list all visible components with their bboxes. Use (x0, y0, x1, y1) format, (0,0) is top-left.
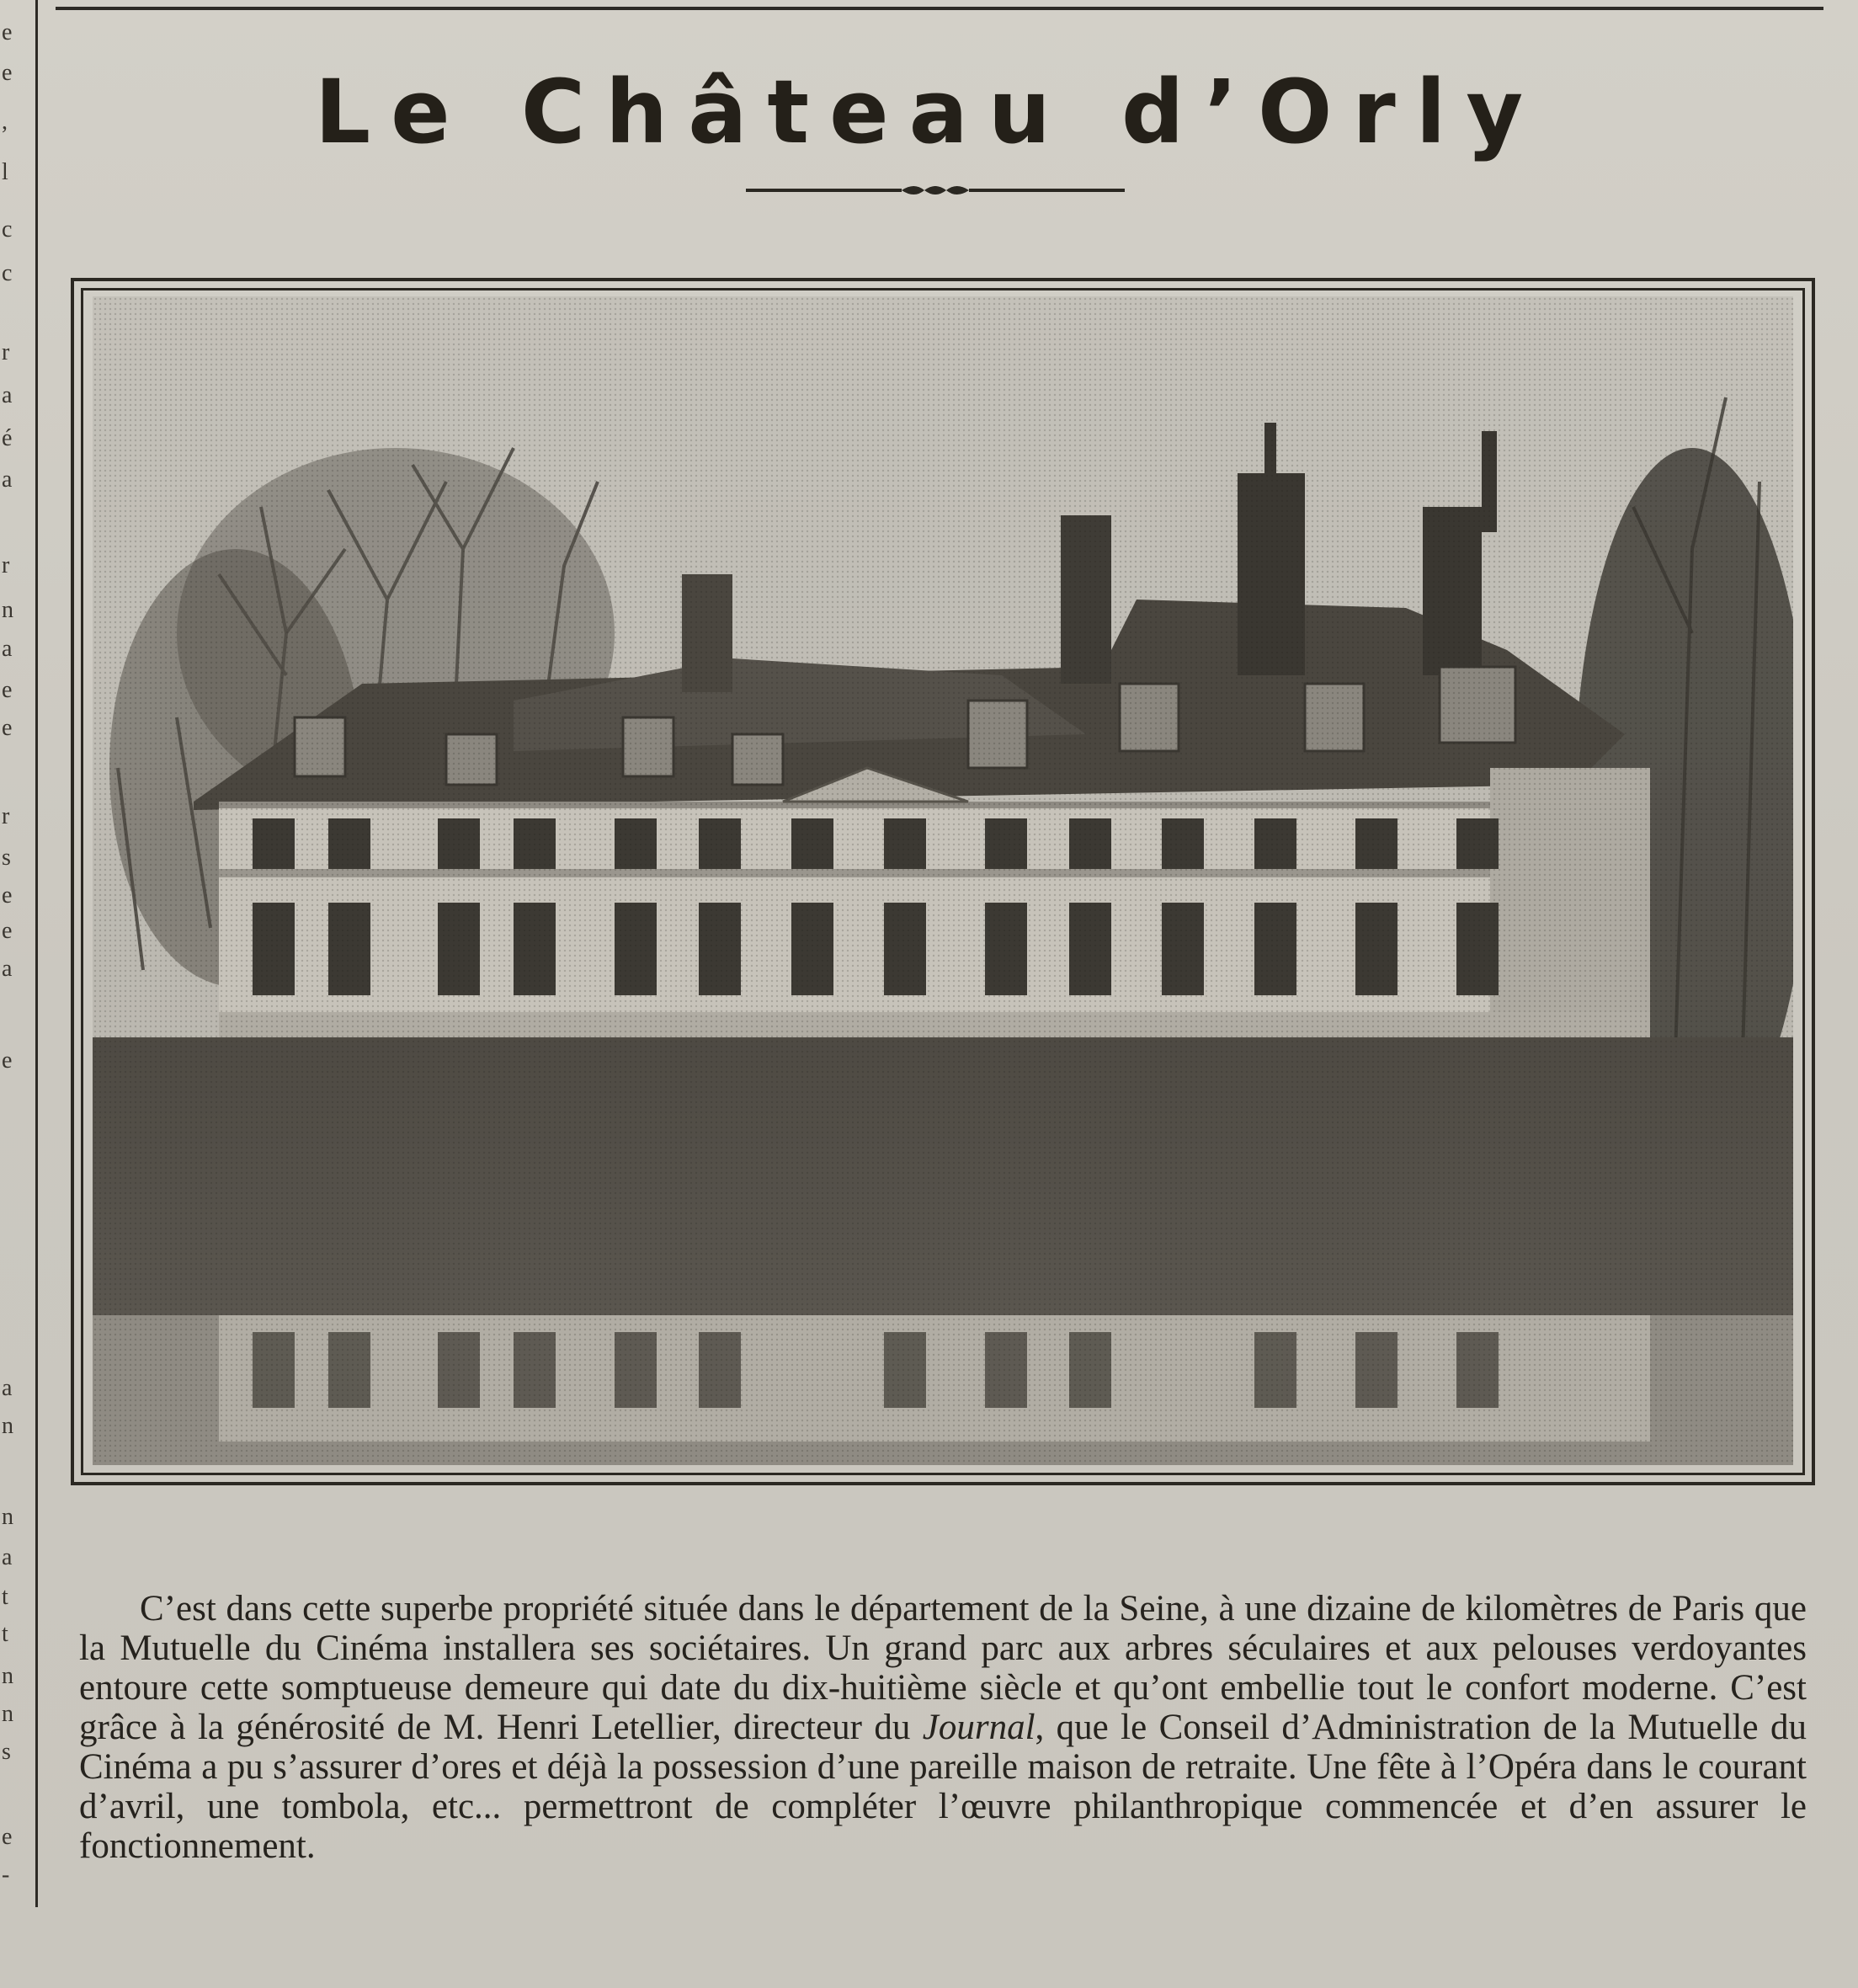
journal-name: Journal (922, 1708, 1035, 1747)
caption-text-start: C’est dans cette superbe propriété située dans le département de la Seine, à une dizaine de kilomètres de Paris que la Mutuelle du Cinéma installera ses sociétaires. Un grand parc aux arbres séculaires et aux pelouses verdoyantes entoure cette somptueuse demeure qui date du dix-huitième siècle et qu’ont embellie tout le confort moderne. C’est grâce à la générosité de M. Henri Letellier, directeur du (79, 1589, 1807, 1747)
margin-letter: n (2, 1662, 13, 1689)
margin-letter: a (2, 382, 13, 409)
margin-letter: c (2, 216, 13, 243)
margin-letter: e (2, 676, 13, 703)
margin-letter: , (2, 108, 8, 135)
margin-letter: e (2, 1047, 13, 1074)
margin-letter: e (2, 714, 13, 741)
margin-letter: r (2, 803, 10, 830)
margin-letter: n (2, 1700, 13, 1727)
margin-letter: - (2, 1862, 10, 1889)
top-rule (56, 7, 1823, 10)
margin-letter: é (2, 425, 13, 452)
margin-letter: e (2, 19, 13, 46)
margin-letter: r (2, 552, 10, 578)
margin-letter: e (2, 882, 13, 909)
margin-letter: e (2, 60, 13, 87)
title-ornament-divider (746, 180, 1125, 200)
margin-letter: n (2, 1412, 13, 1439)
margin-letter: t (2, 1620, 8, 1647)
photo-caption (79, 1589, 1807, 1866)
margin-letter: r (2, 338, 10, 365)
margin-letter: a (2, 636, 13, 663)
margin-letter: a (2, 466, 13, 493)
left-column-fragment (0, 0, 34, 1988)
margin-letter: s (2, 844, 11, 871)
margin-letter: s (2, 1739, 11, 1766)
chateau-photograph (93, 296, 1793, 1465)
margin-letter: a (2, 1544, 13, 1571)
caption-text-end: , que le Conseil d’Administration de la Mutuelle du Cinéma a pu s’assurer d’ores et déjà la possession d’une pareille maison de retraite. Une fête à l’Opéra dans le courant d’avril, une tombola, etc... permettront de compléter l’œuvre philanthropique commencée et d’en assurer le fonctionnement. (79, 1708, 1807, 1866)
column-rule (35, 0, 38, 1907)
article-title: Le Château d’Orly (314, 61, 1544, 163)
margin-letter: e (2, 1824, 13, 1851)
margin-letter: a (2, 1374, 13, 1401)
margin-letter: n (2, 1504, 13, 1531)
margin-letter: l (2, 158, 8, 185)
margin-letter: e (2, 918, 13, 945)
margin-letter: a (2, 956, 13, 983)
margin-letter: n (2, 596, 13, 623)
margin-letter: c (2, 260, 13, 287)
margin-letter: t (2, 1584, 8, 1611)
